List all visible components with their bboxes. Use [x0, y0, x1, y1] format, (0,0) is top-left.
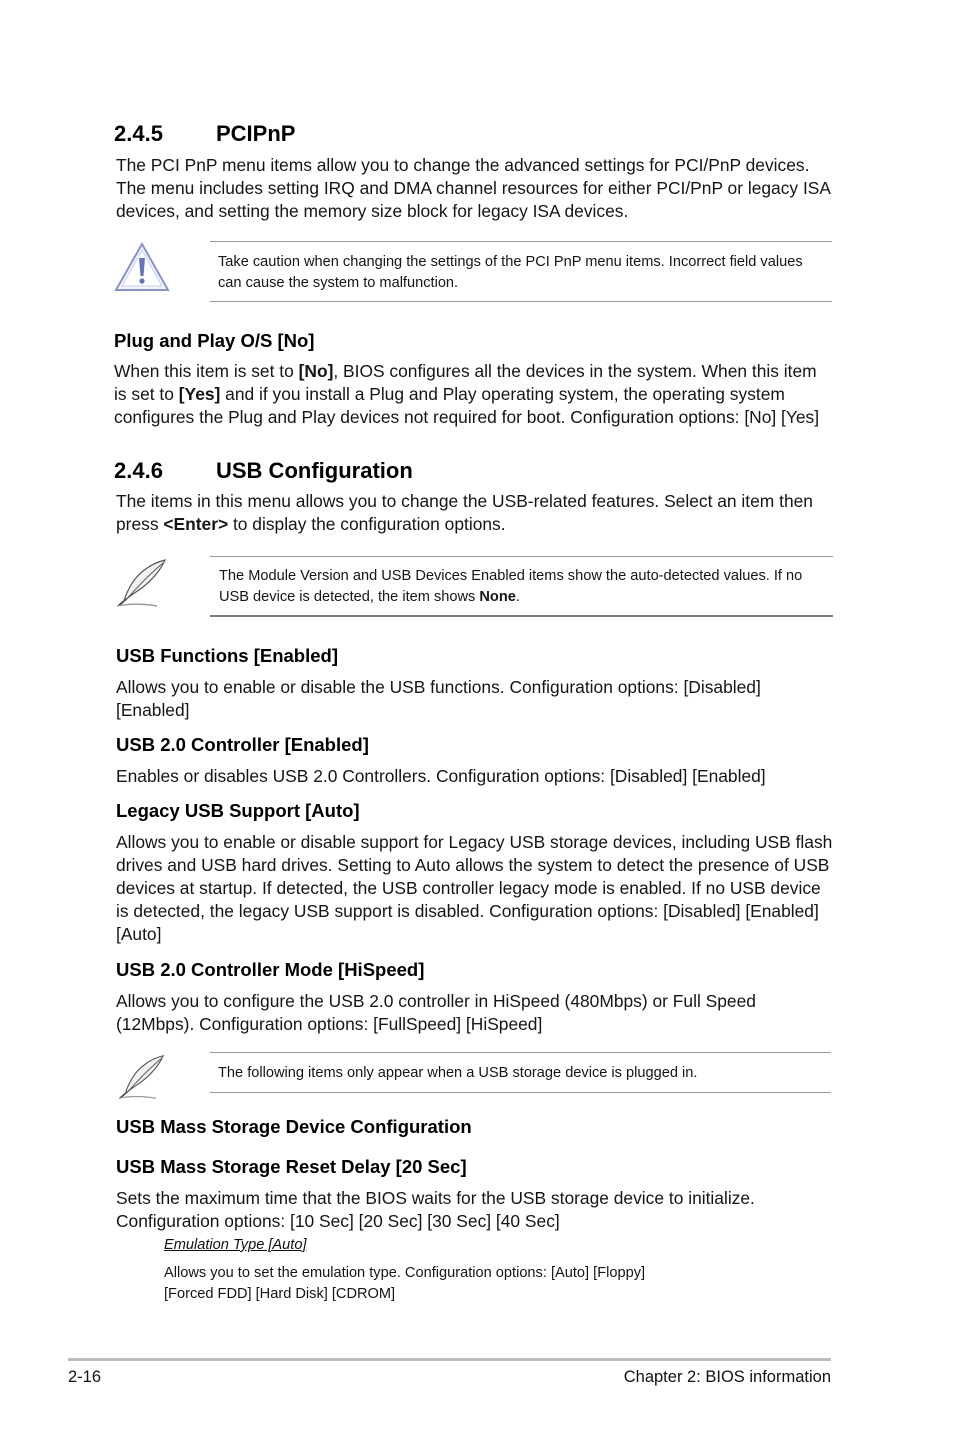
footer-rule — [68, 1358, 831, 1361]
paragraph-line: devices, and setting the memory size block for legacy ISA devices. — [116, 201, 629, 221]
note1-bottom-rule — [210, 615, 833, 617]
paragraph-line: Allows you to enable or disable the USB functions. Configuration options: [Disabled] — [116, 677, 761, 697]
caution-top-rule — [210, 241, 832, 242]
section-heading: USB Configuration — [216, 458, 413, 483]
paragraph-line: Allows you to configure the USB 2.0 controller in HiSpeed (480Mbps) or Full Speed — [116, 991, 756, 1011]
section-number: 2.4.6 — [114, 458, 163, 483]
legacy-usb-heading: Legacy USB Support [Auto] — [116, 800, 360, 821]
usb-functions-heading: USB Functions [Enabled] — [116, 645, 338, 666]
paragraph-line: devices at startup. If detected, the USB controller legacy mode is enabled. If no USB device — [116, 878, 821, 898]
reset-delay-description — [116, 1187, 846, 1233]
section-title-2-4-5 — [114, 121, 295, 147]
pnp-heading: Plug and Play O/S [No] — [114, 330, 315, 351]
paragraph-line: configures the Plug and Play devices not required for boot. Configuration options: [No] [Yes] — [114, 407, 820, 427]
page-number: 2-16 — [68, 1368, 102, 1386]
paragraph-line: The menu includes setting IRQ and DMA channel resources for either PCI/PnP or legacy ISA — [116, 178, 831, 198]
usb-intro — [116, 490, 846, 536]
paragraph-line: Allows you to set the emulation type. Configuration options: [Auto] [Floppy] — [164, 1265, 646, 1281]
note-line: The Module Version and USB Devices Enabled items show the auto-detected values. If no — [219, 568, 803, 584]
usb-storage-note: The following items only appear when a USB storage device is plugged in. — [218, 1065, 698, 1081]
note-line: can cause the system to malfunction. — [218, 274, 459, 291]
paragraph-line: When this item is set to [No], BIOS configures all the devices in the system. When this item — [114, 361, 817, 381]
caution-note — [218, 252, 830, 293]
paragraph-line: [Auto] — [116, 924, 162, 944]
note2-top-rule — [210, 1052, 831, 1053]
note-line: Take caution when changing the settings of the PCI PnP menu items. Incorrect field values — [218, 254, 803, 270]
paragraph-line: Sets the maximum time that the BIOS waits for the USB storage device to initialize. — [116, 1188, 755, 1208]
pnp-description — [114, 360, 844, 429]
chapter-label: Chapter 2: BIOS information — [623, 1368, 831, 1386]
caution-bottom-rule — [210, 301, 832, 302]
paragraph-line: is detected, the legacy USB support is disabled. Configuration options: [Disabled] [Enabled] — [116, 901, 819, 921]
paragraph-line: is set to [Yes] and if you install a Plug and Play operating system, the operating system — [114, 384, 785, 404]
section-title-2-4-6 — [114, 458, 413, 484]
feather-pen-icon — [113, 557, 169, 609]
note2-bottom-rule — [210, 1092, 831, 1093]
usb-detect-note — [219, 566, 831, 607]
paragraph-line: [Enabled] — [116, 700, 190, 720]
usb2-mode-description — [116, 990, 846, 1036]
paragraph-line: Configuration options: [10 Sec] [20 Sec] [30 Sec] [40 Sec] — [116, 1211, 560, 1231]
paragraph-line: Allows you to enable or disable support for Legacy USB storage devices, including USB flash — [116, 832, 833, 852]
section-number: 2.4.5 — [114, 121, 163, 146]
paragraph-line: The items in this menu allows you to change the USB-related features. Select an item then — [116, 491, 813, 511]
mass-storage-heading: USB Mass Storage Device Configuration — [116, 1116, 472, 1137]
paragraph-line: The PCI PnP menu items allow you to change the advanced settings for PCI/PnP devices. — [116, 155, 810, 175]
emulation-type-description — [164, 1263, 824, 1304]
usb2-controller-heading: USB 2.0 Controller [Enabled] — [116, 734, 369, 755]
pcipnp-intro — [116, 154, 846, 223]
usb-functions-description — [116, 676, 846, 722]
usb2-mode-heading: USB 2.0 Controller Mode [HiSpeed] — [116, 959, 425, 980]
usb2-controller-description — [116, 765, 846, 788]
note-line: USB device is detected, the item shows None. — [219, 588, 520, 605]
paragraph-line: press <Enter> to display the configuration options. — [116, 514, 506, 534]
note1-top-rule — [210, 556, 833, 557]
paragraph-line: [Forced FDD] [Hard Disk] [CDROM] — [164, 1285, 396, 1302]
feather-pen-icon — [113, 1053, 169, 1101]
paragraph-line: (12Mbps). Configuration options: [FullSpeed] [HiSpeed] — [116, 1014, 543, 1034]
paragraph-line: drives and USB hard drives. Setting to Auto allows the system to detect the presence of USB — [116, 855, 830, 875]
reset-delay-heading: USB Mass Storage Reset Delay [20 Sec] — [116, 1156, 467, 1177]
legacy-usb-description — [116, 831, 846, 946]
paragraph-line: Enables or disables USB 2.0 Controllers. Configuration options: [Disabled] [Enabled] — [116, 766, 766, 786]
emulation-type-heading: Emulation Type [Auto] — [164, 1237, 307, 1253]
warning-icon — [113, 240, 171, 294]
section-heading: PCIPnP — [216, 121, 296, 146]
